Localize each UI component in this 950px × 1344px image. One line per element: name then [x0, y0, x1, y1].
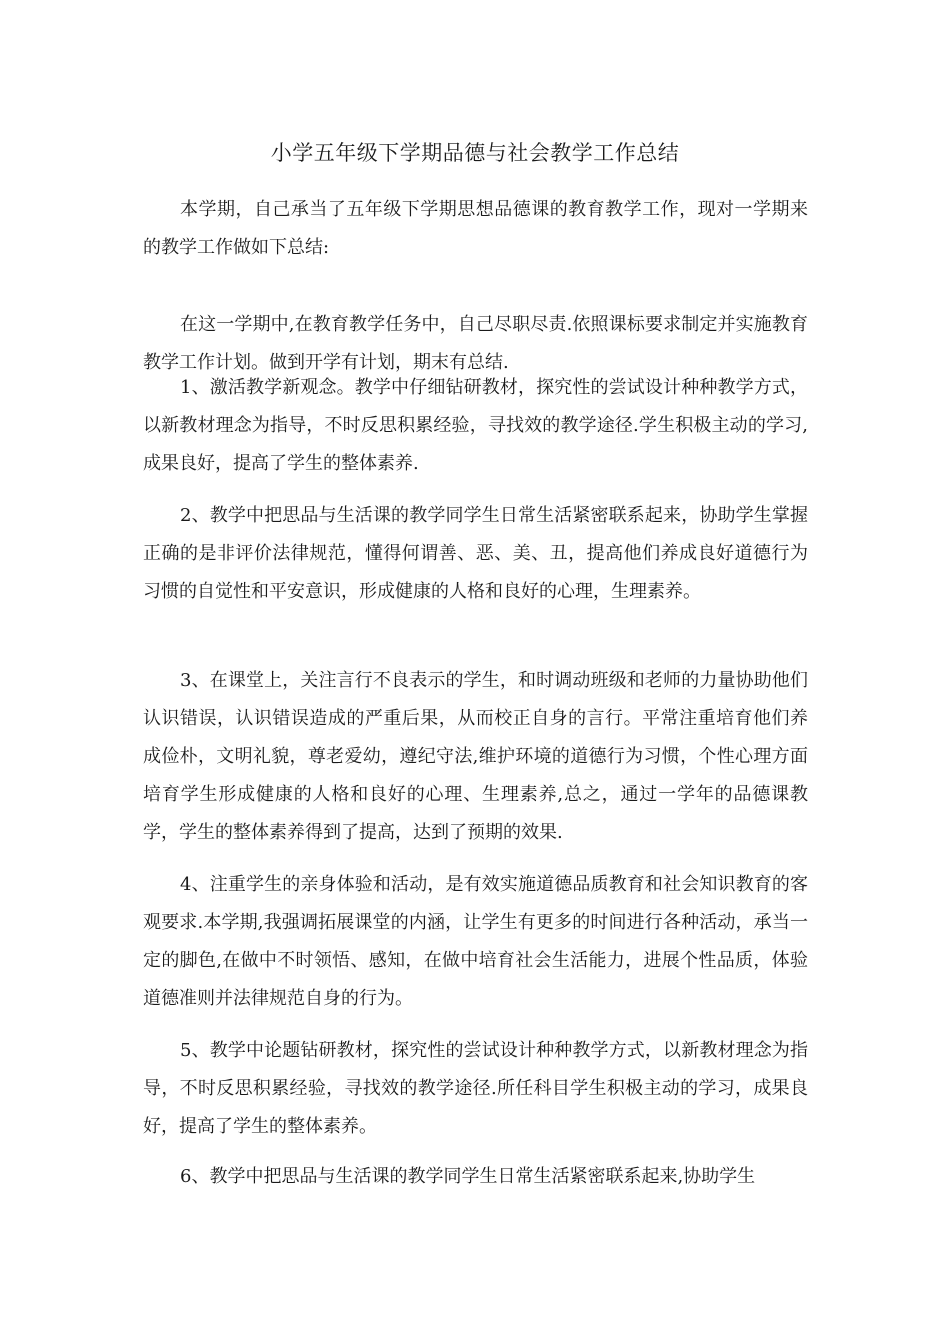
paragraph-item-1: 1、激活教学新观念。教学中仔细钻研教材，探究性的尝试设计种种教学方式，以新教材理念为指导，不时反思积累经验，寻找效的教学途径.学生积极主动的学习,成果良好，提高了学生的整体素养. [143, 377, 808, 474]
paragraph-item-4: 4、注重学生的亲身体验和活动，是有效实施道德品质教育和社会知识教育的客观要求.本学期,我强调拓展课堂的内涵，让学生有更多的时间进行各种活动，承当一定的脚色,在做中不时领悟、感知，在做中培育社会生活能力，进展个性品质，体验道德准则并法律规范自身的行为。 [143, 874, 808, 1009]
paragraph-item-6: 6、教学中把思品与生活课的教学同学生日常生活紧密联系起来,协助学生 [180, 1166, 756, 1187]
paragraph-item-3: 3、在课堂上，关注言行不良表示的学生，和时调动班级和老师的力量协助他们认识错误，认识错误造成的严重后果，从而校正自身的言行。平常注重培育他们养成俭朴，文明礼貌，尊老爱幼，遵纪守法,维护环境的道德行为习惯，个性心理方面培育学生形成健康的人格和良好的心理、生理素养,总之，通过一学年的品德课教学，学生的整体素养得到了提高，达到了预期的效果. [143, 670, 808, 843]
paragraph-intro: 本学期，自己承当了五年级下学期思想品德课的教育教学工作，现对一学期来的教学工作做如下总结: [143, 199, 808, 258]
paragraph-item-2: 2、教学中把思品与生活课的教学同学生日常生活紧密联系起来，协助学生掌握正确的是非评价法律规范，懂得何谓善、恶、美、丑，提高他们养成良好道德行为习惯的自觉性和平安意识，形成健康的人格和良好的心理，生理素养。 [143, 505, 808, 602]
paragraph-item-5: 5、教学中论题钻研教材，探究性的尝试设计种种教学方式，以新教材理念为指导，不时反思积累经验，寻找效的教学途径.所任科目学生积极主动的学习，成果良好，提高了学生的整体素养。 [143, 1040, 808, 1137]
document-title: 小学五年级下学期品德与社会教学工作总结 [270, 141, 680, 165]
paragraph-overview: 在这一学期中,在教育教学任务中，自己尽职尽责.依照课标要求制定并实施教育教学工作计划。做到开学有计划，期末有总结. [143, 314, 808, 373]
